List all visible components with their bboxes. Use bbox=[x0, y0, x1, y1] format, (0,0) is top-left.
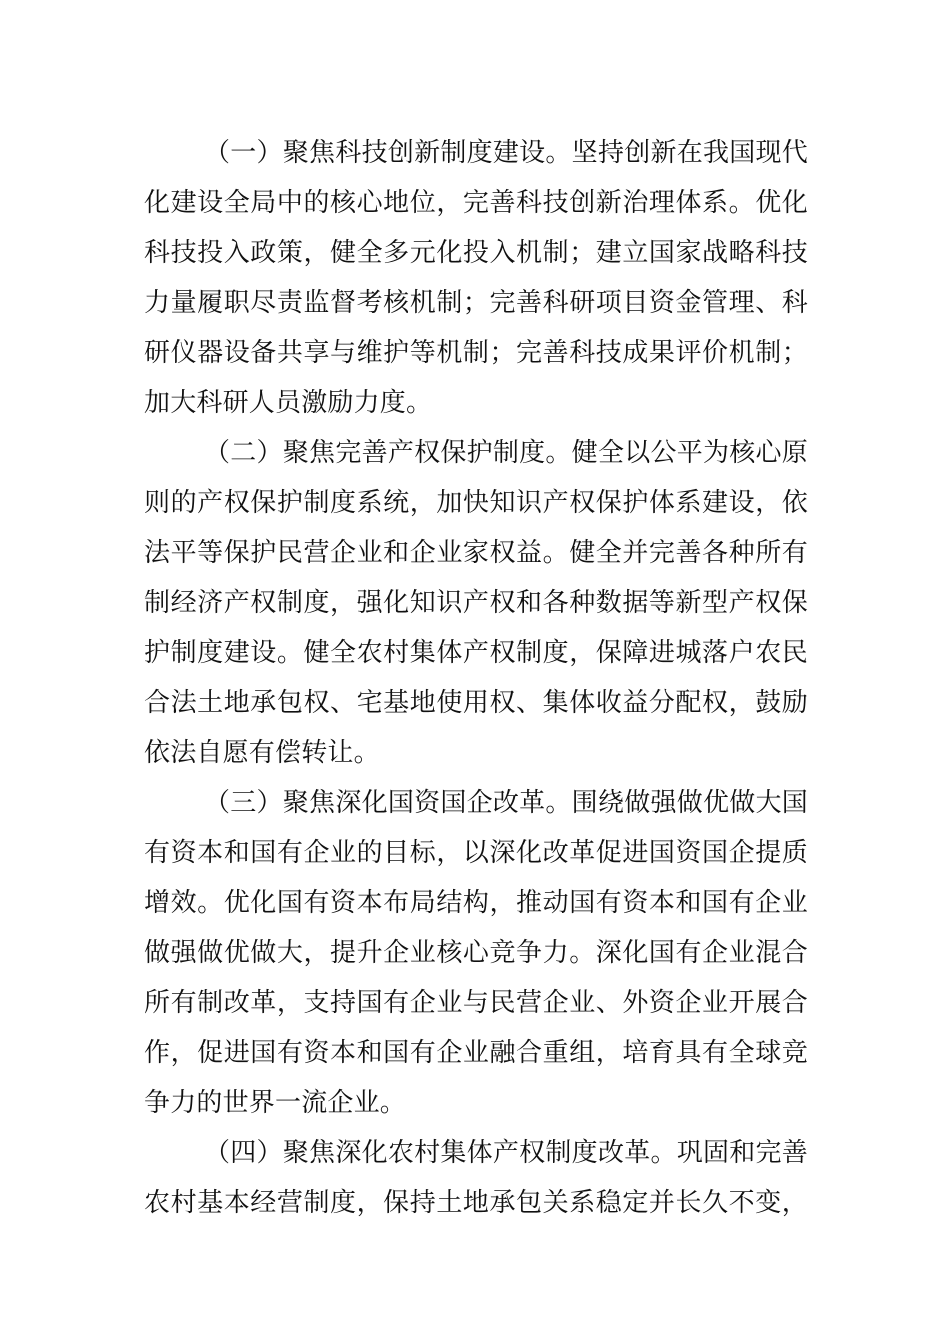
paragraph-line: 合法土地承包权、宅基地使用权、集体收益分配权，鼓励 bbox=[144, 688, 808, 718]
paragraph-line: 法平等保护民营企业和企业家权益。健全并完善各种所有 bbox=[144, 538, 808, 568]
paragraph-line: 护制度建设。健全农村集体产权制度，保障进城落户农民 bbox=[144, 638, 808, 668]
paragraph-line: 则的产权保护制度系统，加快知识产权保护体系建设，依 bbox=[144, 488, 808, 518]
paragraph-line: 做强做优做大，提升企业核心竞争力。深化国有企业混合 bbox=[144, 938, 808, 968]
document-body bbox=[144, 128, 808, 1228]
paragraph-line: 所有制改革，支持国有企业与民营企业、外资企业开展合 bbox=[144, 988, 808, 1018]
paragraph-line: 研仪器设备共享与维护等机制；完善科技成果评价机制； bbox=[144, 338, 808, 368]
paragraph-line: 科技投入政策，健全多元化投入机制；建立国家战略科技 bbox=[144, 238, 808, 268]
paragraph-line: 力量履职尽责监督考核机制；完善科研项目资金管理、科 bbox=[144, 288, 808, 318]
paragraph-line: 增效。优化国有资本布局结构，推动国有资本和国有企业 bbox=[144, 888, 808, 918]
paragraph-line: 有资本和国有企业的目标，以深化改革促进国资国企提质 bbox=[144, 838, 808, 868]
paragraph-4 bbox=[144, 1128, 808, 1228]
paragraph-3 bbox=[144, 778, 808, 1128]
paragraph-line: 依法自愿有偿转让。 bbox=[144, 738, 380, 768]
paragraph-line: 农村基本经营制度，保持土地承包关系稳定并长久不变， bbox=[144, 1188, 808, 1218]
paragraph-line: （三）聚焦深化国资国企改革。围绕做强做优做大国 bbox=[204, 788, 808, 818]
paragraph-line: 化建设全局中的核心地位，完善科技创新治理体系。优化 bbox=[144, 188, 808, 218]
paragraph-line: 制经济产权制度，强化知识产权和各种数据等新型产权保 bbox=[144, 588, 808, 618]
paragraph-line: 加大科研人员激励力度。 bbox=[144, 388, 433, 418]
paragraph-2 bbox=[144, 428, 808, 778]
paragraph-line: （二）聚焦完善产权保护制度。健全以公平为核心原 bbox=[204, 438, 808, 468]
paragraph-line: （一）聚焦科技创新制度建设。坚持创新在我国现代 bbox=[204, 138, 808, 168]
paragraph-line: 争力的世界一流企业。 bbox=[144, 1088, 407, 1118]
paragraph-1 bbox=[144, 128, 808, 428]
paragraph-line: 作，促进国有资本和国有企业融合重组，培育具有全球竞 bbox=[144, 1038, 808, 1068]
paragraph-line: （四）聚焦深化农村集体产权制度改革。巩固和完善 bbox=[204, 1138, 808, 1168]
